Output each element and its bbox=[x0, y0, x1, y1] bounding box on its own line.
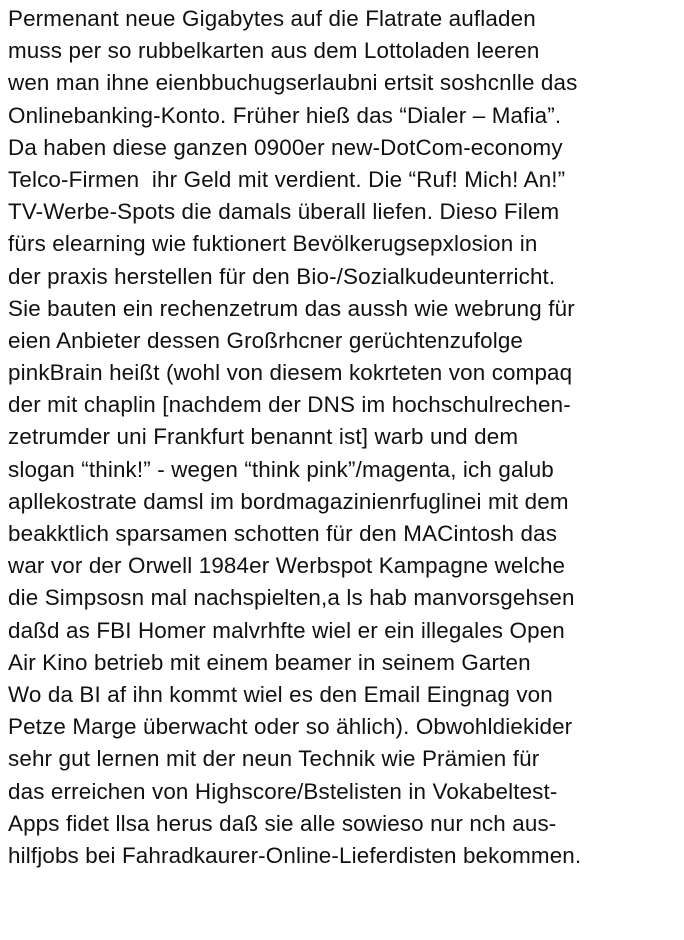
text-line: Wo da BI af ihn kommt wiel es den Email Eingnag von bbox=[8, 681, 553, 707]
text-line: sehr gut lernen mit der neun Technik wie Prämien für bbox=[8, 746, 540, 772]
text-line: hilfjobs bei Fahradkaurer-Online-Lieferdisten bekommen. bbox=[8, 842, 582, 868]
text-line: apllekostrate damsl im bordmagazinienrfuglinei mit dem bbox=[8, 488, 569, 514]
text-line: beakktlich sparsamen schotten für den MACintosh das bbox=[8, 521, 558, 546]
text-line: wen man ihne eienbbuchugserlaubni ertsit soshcnlle das bbox=[8, 70, 578, 96]
text-line: Permenant neue Gigabytes auf die Flatrate aufladen bbox=[8, 6, 536, 31]
text-line: das erreichen von Highscore/Bstelisten in Vokabeltest- bbox=[8, 778, 558, 804]
text-line: der mit chaplin [nachdem der DNS im hochschulrechen- bbox=[8, 392, 571, 418]
body-text bbox=[8, 3, 684, 872]
text-line: Telco-Firmen ihr Geld mit verdient. Die “Ruf! Mich! An!” bbox=[8, 166, 566, 192]
text-line: TV-Werbe-Spots die damals überall liefen. Dieso Filem bbox=[8, 199, 560, 225]
text-line: muss per so rubbelkarten aus dem Lottoladen leeren bbox=[8, 38, 540, 64]
text-line: slogan “think!” - wegen “think pink”/magenta, ich galub bbox=[8, 456, 554, 482]
text-line: Onlinebanking-Konto. Früher hieß das “Dialer – Mafia”. bbox=[8, 102, 562, 128]
text-line: die Simpsosn mal nachspielten,a ls hab manvorsgehsen bbox=[8, 585, 575, 611]
text-line: Da haben diese ganzen 0900er new-DotCom-economy bbox=[8, 134, 563, 160]
text-line: Sie bauten ein rechenzetrum das aussh wie webrung für bbox=[8, 295, 575, 321]
text-line: zetrumder uni Frankfurt benannt ist] warb und dem bbox=[8, 424, 519, 450]
text-line: war vor der Orwell 1984er Werbspot Kampagne welche bbox=[8, 553, 566, 579]
text-line: daßd as FBI Homer malvrhfte wiel er ein illegales Open bbox=[8, 617, 565, 643]
text-line: Air Kino betrieb mit einem beamer in seinem Garten bbox=[8, 649, 531, 675]
text-line: Apps fidet llsa herus daß sie alle sowieso nur nch aus- bbox=[8, 810, 557, 836]
text-line: fürs elearning wie fuktionert Bevölkerugsepxlosion in bbox=[8, 231, 538, 257]
text-line: pinkBrain heißt (wohl von diesem kokrteten von compaq bbox=[8, 360, 573, 386]
text-line: Petze Marge überwacht oder so ählich). Obwohldiekider bbox=[8, 714, 573, 740]
text-line: eien Anbieter dessen Großrhcner gerüchtenzufolge bbox=[8, 327, 524, 353]
text-line: der praxis herstellen für den Bio-/Sozialkudeunterricht. bbox=[8, 263, 556, 289]
